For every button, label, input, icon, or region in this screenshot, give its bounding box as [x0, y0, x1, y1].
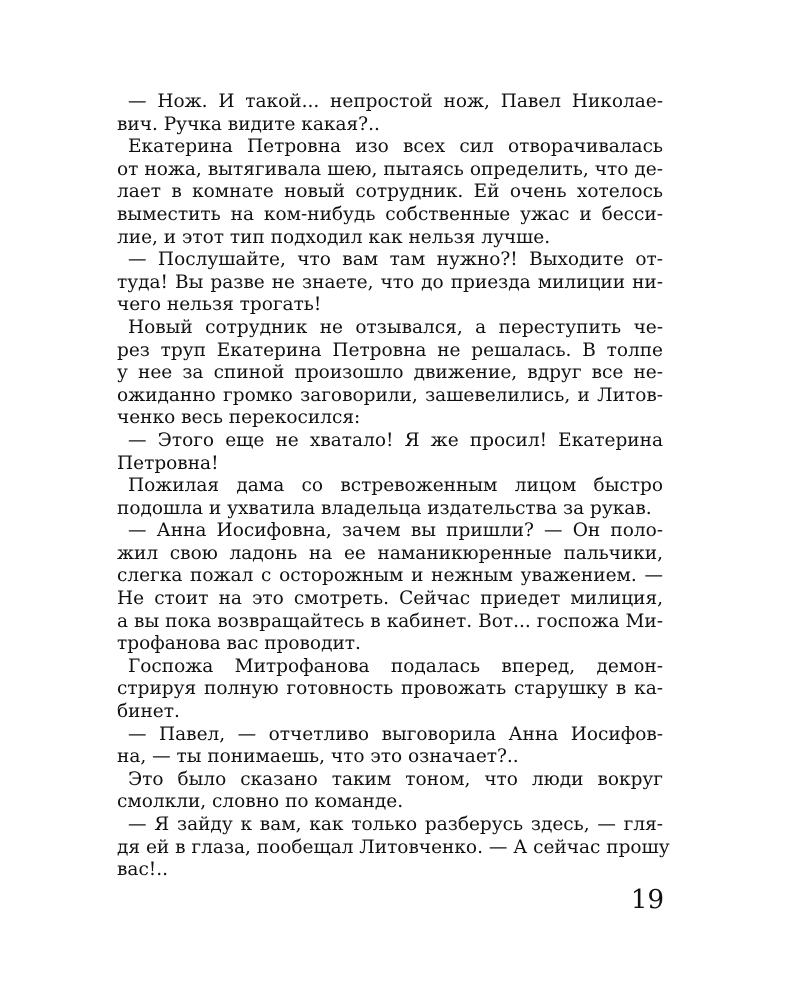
text-line: — Я зайду к вам, как только разберусь здесь, — гля-: [128, 814, 663, 835]
text-line: ченко весь перекосился:: [117, 407, 361, 429]
page-number: 19: [630, 885, 664, 915]
text-line: Госпожа Митрофанова подалась вперед, демон-: [128, 655, 663, 677]
text-line: трофанова вас проводит.: [117, 633, 361, 655]
text-line: вас!..: [117, 859, 169, 881]
text-line: чего нельзя трогать!: [117, 294, 322, 316]
text-line: туда! Вы разве не знаете, что до приезда милиции ни-: [117, 271, 663, 293]
text-line: лие, и этот тип подходил как нельзя лучше.: [117, 226, 551, 248]
text-line: на, — ты понимаешь, что это означает?..: [117, 746, 519, 768]
text-line: от ножа, вытягивала шею, пытаясь определить, что де-: [117, 158, 663, 180]
text-line: дя ей в глаза, пообещал Литовченко. — А сейчас прошу: [117, 836, 670, 858]
text-line: ожиданно громко заговорили, зашевелились, и Литов-: [117, 384, 663, 406]
text-line: — Послушайте, что вам там нужно?! Выходите от-: [128, 249, 663, 271]
text-line: Новый сотрудник не отзывался, а переступить че-: [128, 316, 663, 338]
text-line: — Павел, — отчетливо выговорила Анна Иосифов-: [128, 723, 663, 745]
text-line: Пожилая дама со встревоженным лицом быстро: [128, 475, 663, 497]
text-line: подошла и ухватила владельца издательства за рукав.: [117, 497, 652, 519]
body-text: [117, 91, 670, 882]
text-line: вич. Ручка видите какая?..: [117, 113, 380, 135]
text-line: у нее за спиной произошло движение, вдруг все не-: [117, 362, 663, 384]
text-line: — Анна Иосифовна, зачем вы пришли? — Он поло-: [128, 520, 663, 542]
text-line: а вы пока возвращайтесь в кабинет. Вот... госпожа Ми-: [117, 610, 663, 632]
text-line: слегка пожал с осторожным и нежным уважением. —: [117, 565, 663, 587]
text-line: рез труп Екатерина Петровна не решалась. В толпе: [117, 339, 663, 361]
text-line: лает в комнате новый сотрудник. Ей очень хотелось: [117, 181, 663, 203]
text-line: бинет.: [117, 701, 180, 723]
text-line: стрируя полную готовность провожать старушку в ка-: [117, 678, 663, 700]
text-line: Это было сказано таким тоном, что люди вокруг: [128, 768, 663, 790]
text-line: — Этого еще не хватало! Я же просил! Екатерина: [128, 429, 663, 451]
text-line: смолкли, словно по команде.: [117, 791, 404, 813]
text-line: Не стоит на это смотреть. Сейчас приедет милиция,: [117, 588, 663, 610]
text-line: — Нож. И такой... непростой нож, Павел Николае-: [128, 91, 663, 112]
text-line: Петровна!: [117, 452, 219, 474]
text-line: выместить на ком-нибудь собственные ужас и бесси-: [117, 203, 663, 225]
text-line: Екатерина Петровна изо всех сил отворачивалась: [128, 136, 663, 158]
text-line: жил свою ладонь на ее наманикюренные пальчики,: [117, 542, 663, 564]
